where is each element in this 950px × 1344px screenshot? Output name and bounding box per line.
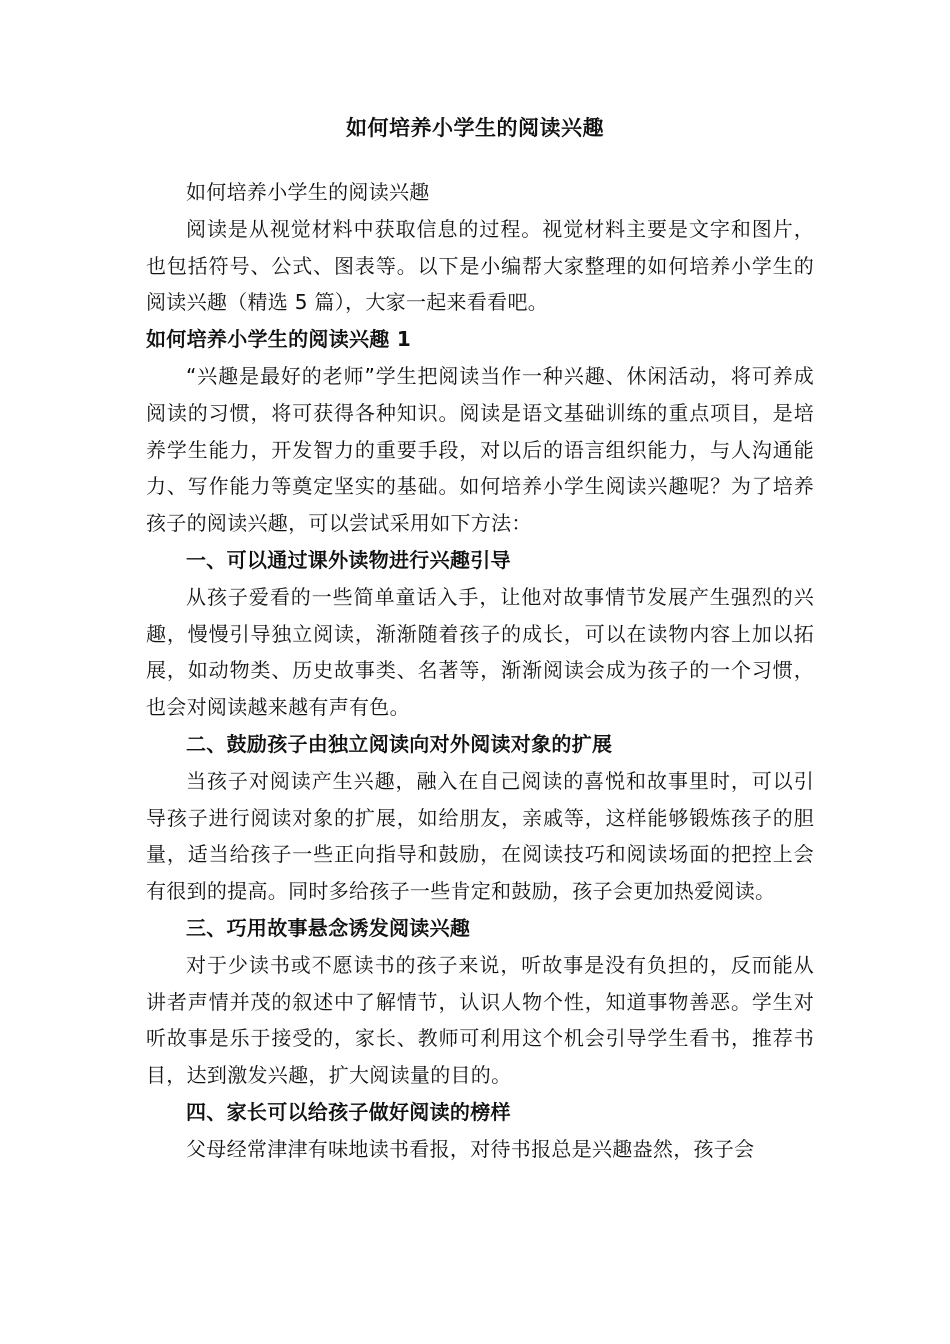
document-body: [146, 174, 814, 1168]
method-1-paragraph: 从孩子爱看的一些简单童话入手，让他对故事情节发展产生强烈的兴趣，慢慢引导独立阅读，渐渐随着孩子的成长，可以在读物内容上加以拓展，如动物类、历史故事类、名著等，渐渐阅读会成为孩子的一个习惯，也会对阅读越来越有声有色。: [146, 584, 814, 720]
method-heading-1: 一、可以通过课外读物进行兴趣引导: [186, 547, 511, 572]
document-title: 如何培养小学生的阅读兴趣: [346, 116, 604, 140]
method-heading-3: 三、巧用故事悬念诱发阅读兴趣: [186, 915, 471, 940]
method-heading-4: 四、家长可以给孩子做好阅读的榜样: [186, 1099, 511, 1124]
method-2-paragraph: 当孩子对阅读产生兴趣，融入在自己阅读的喜悦和故事里时，可以引导孩子进行阅读对象的扩展，如给朋友，亲戚等，这样能够锻炼孩子的胆量，适当给孩子一些正向指导和鼓励，在阅读技巧和阅读场面的把控上会有很到的提高。同时多给孩子一些肯定和鼓励，孩子会更加热爱阅读。: [146, 768, 814, 904]
method-3-paragraph: 对于少读书或不愿读书的孩子来说，听故事是没有负担的，反而能从讲者声情并茂的叙述中了解情节，认识人物个性，知道事物善恶。学生对听故事是乐于接受的，家长、教师可利用这个机会引导学生看书，推荐书目，达到激发兴趣，扩大阅读量的目的。: [146, 952, 814, 1088]
intro-title-line: 如何培养小学生的阅读兴趣: [186, 180, 430, 204]
section-1-paragraph: “兴趣是最好的老师”学生把阅读当作一种兴趣、休闲活动，将可养成阅读的习惯，将可获得各种知识。阅读是语文基础训练的重点项目，是培养学生能力，开发智力的重要手段，对以后的语言组织能力，与人沟通能力、写作能力等奠定坚实的基础。如何培养小学生阅读兴趣呢？为了培养孩子的阅读兴趣，可以尝试采用如下方法：: [146, 363, 814, 536]
section-heading-1: 如何培养小学生的阅读兴趣 1: [146, 327, 412, 352]
method-heading-2: 二、鼓励孩子由独立阅读向对外阅读对象的扩展: [186, 731, 613, 756]
method-4-paragraph: 父母经常津津有味地读书看报，对待书报总是兴趣盎然，孩子会: [186, 1136, 755, 1161]
intro-paragraph: 阅读是从视觉材料中获取信息的过程。视觉材料主要是文字和图片，也包括符号、公式、图表等。以下是小编帮大家整理的如何培养小学生的阅读兴趣（精选 5 篇），大家一起来看看吧。: [146, 216, 814, 315]
